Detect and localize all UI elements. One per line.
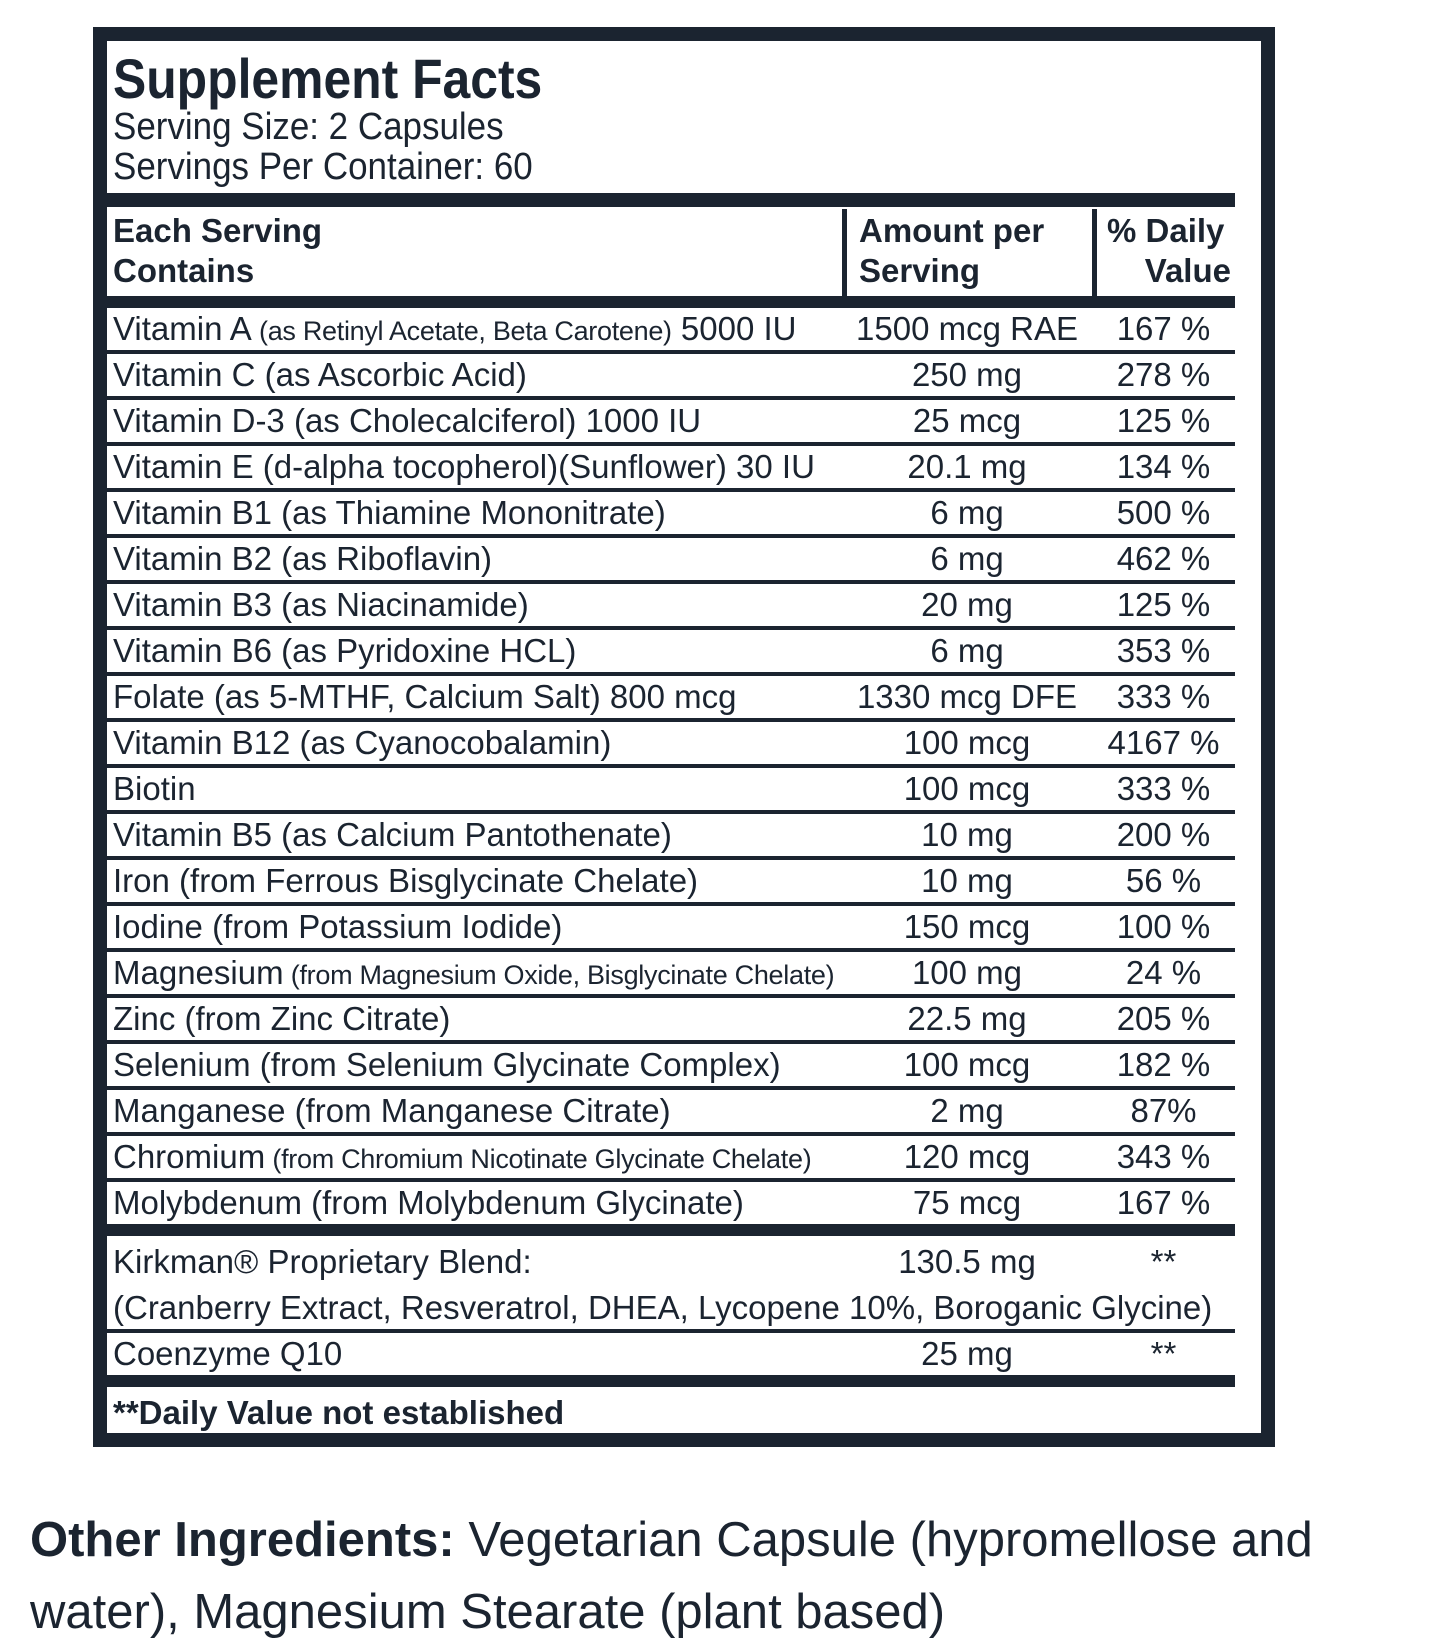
daily-value: 182 % xyxy=(1116,1046,1211,1083)
daily-value: 24 % xyxy=(1125,954,1202,991)
table-row xyxy=(107,630,1235,676)
daily-value: ** xyxy=(1150,1335,1177,1372)
table-row xyxy=(107,446,1235,492)
ingredient-name: Folate (as 5-MTHF, Calcium Salt) 800 mcg xyxy=(113,678,737,715)
amount-per-serving: 100 mcg xyxy=(903,724,1031,761)
amount-per-serving: 120 mcg xyxy=(903,1138,1031,1175)
amount-per-serving: 250 mg xyxy=(911,356,1023,393)
daily-value: 100 % xyxy=(1116,908,1211,945)
amount-per-serving: 25 mcg xyxy=(912,402,1022,439)
ingredient-name: (Cranberry Extract, Resveratrol, DHEA, Lycopene 10%, Boroganic Glycine) xyxy=(113,1289,1213,1326)
other-ingredients-text: Vegetarian Capsule (hypromellose and water), Magnesium Stearate (plant based) xyxy=(30,1513,1313,1639)
ingredient-name: Vitamin B12 (as Cyanocobalamin) xyxy=(113,724,612,761)
daily-value: 205 % xyxy=(1116,1000,1211,1037)
amount-per-serving: 25 mg xyxy=(921,1335,1013,1372)
ingredient-name: Vitamin D-3 (as Cholecalciferol) 1000 IU xyxy=(113,402,702,439)
table-row xyxy=(107,492,1235,538)
ingredient-name: Chromium (from Chromium Nicotinate Glycinate Chelate) xyxy=(113,1138,812,1175)
ingredient-name: Vitamin E (d-alpha tocopherol)(Sunflower) 30 IU xyxy=(113,448,815,485)
table-row xyxy=(107,952,1235,998)
amount-per-serving: 1330 mcg DFE xyxy=(856,678,1078,715)
amount-per-serving: 100 mcg xyxy=(903,770,1031,807)
amount-per-serving: 130.5 mg xyxy=(898,1242,1036,1280)
other-ingredients-label: Other Ingredients: xyxy=(30,1513,455,1567)
table-row xyxy=(107,1090,1235,1136)
amount-per-serving: 75 mcg xyxy=(912,1184,1022,1221)
daily-value: 125 % xyxy=(1116,402,1211,439)
table-row xyxy=(107,354,1235,400)
table-row xyxy=(107,676,1235,722)
panel-title: Supplement Facts xyxy=(113,47,543,110)
daily-value: 167 % xyxy=(1116,310,1211,347)
daily-value: 343 % xyxy=(1116,1138,1211,1175)
amount-per-serving: 22.5 mg xyxy=(907,1000,1027,1037)
daily-value: 353 % xyxy=(1116,632,1211,669)
amount-per-serving: 100 mg xyxy=(911,954,1023,991)
ingredient-name: Iron (from Ferrous Bisglycinate Chelate) xyxy=(113,862,699,899)
daily-value: ** xyxy=(1150,1242,1177,1280)
daily-value: 125 % xyxy=(1116,586,1211,623)
column-header-daily-value: % Daily Value xyxy=(1092,209,1235,296)
column-headers xyxy=(107,207,1235,296)
ingredient-name: Iodine (from Potassium Iodide) xyxy=(113,908,563,945)
daily-value: 462 % xyxy=(1116,540,1211,577)
table-row xyxy=(107,400,1235,446)
amount-per-serving: 10 mg xyxy=(921,816,1013,853)
ingredient-name: Kirkman® Proprietary Blend: xyxy=(113,1242,532,1280)
amount-per-serving: 20 mg xyxy=(921,586,1013,623)
title-block xyxy=(107,41,1261,187)
daily-value: 87% xyxy=(1130,1092,1197,1129)
amount-per-serving: 10 mg xyxy=(921,862,1013,899)
amount-per-serving: 1500 mcg RAE xyxy=(856,310,1078,347)
ingredient-name: Coenzyme Q10 xyxy=(113,1335,343,1372)
table-row xyxy=(107,860,1235,906)
servings-per-container-line: Servings Per Container: 60 xyxy=(113,146,533,188)
facts-rows xyxy=(107,308,1235,1387)
ingredient-name: Vitamin B1 (as Thiamine Mononitrate) xyxy=(113,494,666,531)
table-row xyxy=(107,1044,1235,1090)
column-header-amount-per-serving: Amount per Serving xyxy=(842,209,1092,296)
daily-value: 333 % xyxy=(1116,770,1211,807)
daily-value-footnote: **Daily Value not established xyxy=(113,1394,565,1431)
table-row xyxy=(107,722,1235,768)
ingredient-name: Vitamin B6 (as Pyridoxine HCL) xyxy=(113,632,577,669)
ingredient-name: Zinc (from Zinc Citrate) xyxy=(113,1000,451,1037)
ingredient-name: Selenium (from Selenium Glycinate Complex) xyxy=(113,1046,781,1083)
ingredient-name: Molybdenum (from Molybdenum Glycinate) xyxy=(113,1184,744,1221)
serving-size-line: Serving Size: 2 Capsules xyxy=(113,106,504,148)
daily-value: 200 % xyxy=(1116,816,1211,853)
ingredient-name: Vitamin B3 (as Niacinamide) xyxy=(113,586,529,623)
daily-value: 333 % xyxy=(1116,678,1211,715)
ingredient-name: Vitamin B2 (as Riboflavin) xyxy=(113,540,493,577)
divider-thick-top xyxy=(107,193,1235,207)
amount-per-serving: 6 mg xyxy=(930,494,1004,531)
amount-per-serving: 150 mcg xyxy=(903,908,1031,945)
table-row xyxy=(107,998,1235,1044)
amount-per-serving: 2 mg xyxy=(930,1092,1004,1129)
daily-value: 167 % xyxy=(1116,1184,1211,1221)
other-ingredients xyxy=(30,1504,1425,1648)
table-row xyxy=(107,538,1235,584)
table-row xyxy=(107,814,1235,860)
ingredient-name: Biotin xyxy=(113,770,196,807)
column-header-each-serving: Each Serving Contains xyxy=(113,212,323,289)
daily-value: 4167 % xyxy=(1107,724,1220,761)
ingredient-name: Vitamin B5 (as Calcium Pantothenate) xyxy=(113,816,672,853)
amount-per-serving: 6 mg xyxy=(930,632,1004,669)
amount-per-serving: 20.1 mg xyxy=(907,448,1027,485)
table-row xyxy=(107,1182,1235,1236)
ingredient-name: Manganese (from Manganese Citrate) xyxy=(113,1092,671,1129)
daily-value: 134 % xyxy=(1116,448,1211,485)
ingredient-name: Magnesium (from Magnesium Oxide, Bisglycinate Chelate) xyxy=(113,954,835,991)
table-row xyxy=(107,584,1235,630)
divider-thick-header xyxy=(107,296,1235,308)
amount-per-serving: 100 mcg xyxy=(903,1046,1031,1083)
table-row xyxy=(107,1236,1235,1287)
table-row xyxy=(107,906,1235,952)
supplement-facts-panel xyxy=(93,27,1275,1447)
daily-value: 278 % xyxy=(1116,356,1211,393)
table-row xyxy=(107,1136,1235,1182)
daily-value: 56 % xyxy=(1125,862,1202,899)
table-row xyxy=(107,308,1235,354)
table-row xyxy=(107,768,1235,814)
ingredient-name: Vitamin A (as Retinyl Acetate, Beta Carotene) 5000 IU xyxy=(113,310,797,347)
daily-value: 500 % xyxy=(1116,494,1211,531)
table-row xyxy=(107,1333,1235,1387)
ingredient-name: Vitamin C (as Ascorbic Acid) xyxy=(113,356,527,393)
amount-per-serving: 6 mg xyxy=(930,540,1004,577)
table-row xyxy=(107,1287,1235,1333)
